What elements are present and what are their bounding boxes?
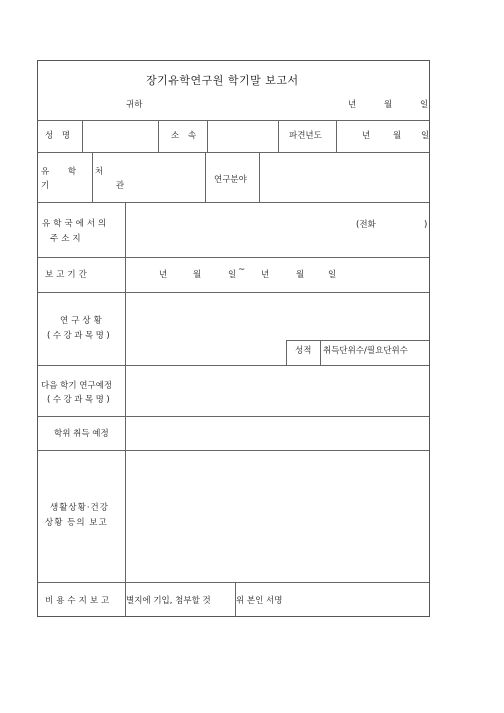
period-start-month: 월: [193, 270, 202, 280]
form-title: 장기유학연구원 학기말 보고서: [146, 74, 299, 87]
affiliation-field[interactable]: [208, 121, 277, 151]
dispatch-month-unit: 월: [393, 131, 402, 141]
life-status-field[interactable]: [126, 451, 429, 581]
life-status-label-line1: 생활상황·건강: [50, 503, 109, 513]
divider: [286, 340, 287, 365]
period-start-day: 일: [228, 270, 237, 280]
expense-instruction: 별지에 기입, 첨부할 것: [126, 596, 211, 606]
divider: [38, 257, 429, 258]
phone-open-label: (전화: [356, 220, 376, 230]
address-label-line1: 유학국에서의: [42, 219, 110, 229]
expense-report-label: 비용수지보고: [45, 596, 113, 606]
report-form: [37, 60, 430, 617]
research-field-input[interactable]: [260, 153, 429, 201]
divider: [336, 120, 337, 152]
address-field[interactable]: [126, 203, 429, 256]
signature-field[interactable]: [292, 583, 429, 616]
date-day-label: 일: [420, 100, 429, 110]
period-tilde: ~: [238, 265, 246, 275]
divider: [205, 152, 206, 202]
research-status-label-line1: 연구상황: [60, 316, 105, 326]
next-plan-label-line2: (수강과목명): [47, 395, 113, 405]
phone-close-label: ): [424, 220, 428, 230]
addressee-label: 귀하: [126, 100, 143, 110]
next-plan-field[interactable]: [126, 366, 429, 415]
date-month-label: 월: [384, 100, 393, 110]
dispatch-year-unit: 년: [362, 131, 371, 141]
institution-label-line2: 기 관: [41, 181, 157, 191]
institution-field[interactable]: [93, 153, 204, 201]
research-status-field[interactable]: [126, 293, 429, 339]
divider: [286, 340, 429, 341]
divider: [320, 340, 321, 365]
affiliation-label: 소 속: [171, 131, 200, 141]
period-end-month: 월: [296, 270, 305, 280]
next-plan-label-line1: 다음 학기 연구예정: [41, 381, 113, 391]
research-status-label-line2: (수강과목명): [47, 331, 113, 341]
research-field-label: 연구분야: [214, 175, 247, 185]
period-end-year: 년: [261, 270, 270, 280]
period-end-day: 일: [328, 270, 337, 280]
divider: [278, 120, 279, 152]
signature-label: 위 본인 서명: [236, 596, 283, 606]
credits-label: 취득단위수/필요단위수: [323, 346, 408, 356]
period-start-year: 년: [159, 270, 168, 280]
dispatch-day-unit: 일: [421, 131, 430, 141]
report-period-label: 보고기간: [45, 270, 90, 280]
institution-label-line1: 유 학 처: [41, 167, 112, 177]
name-field[interactable]: [83, 121, 157, 151]
date-year-label: 년: [348, 100, 357, 110]
degree-plan-field[interactable]: [126, 417, 429, 449]
grade-label: 성적: [295, 346, 312, 356]
name-label: 성 명: [45, 131, 74, 141]
degree-plan-label: 학위 취득 예정: [54, 429, 109, 439]
divider: [158, 120, 159, 152]
address-label-line2: 주소지: [50, 234, 84, 244]
dispatch-year-label: 파견년도: [289, 131, 322, 141]
life-status-label-line2: 상황 등의 보고: [45, 518, 108, 528]
